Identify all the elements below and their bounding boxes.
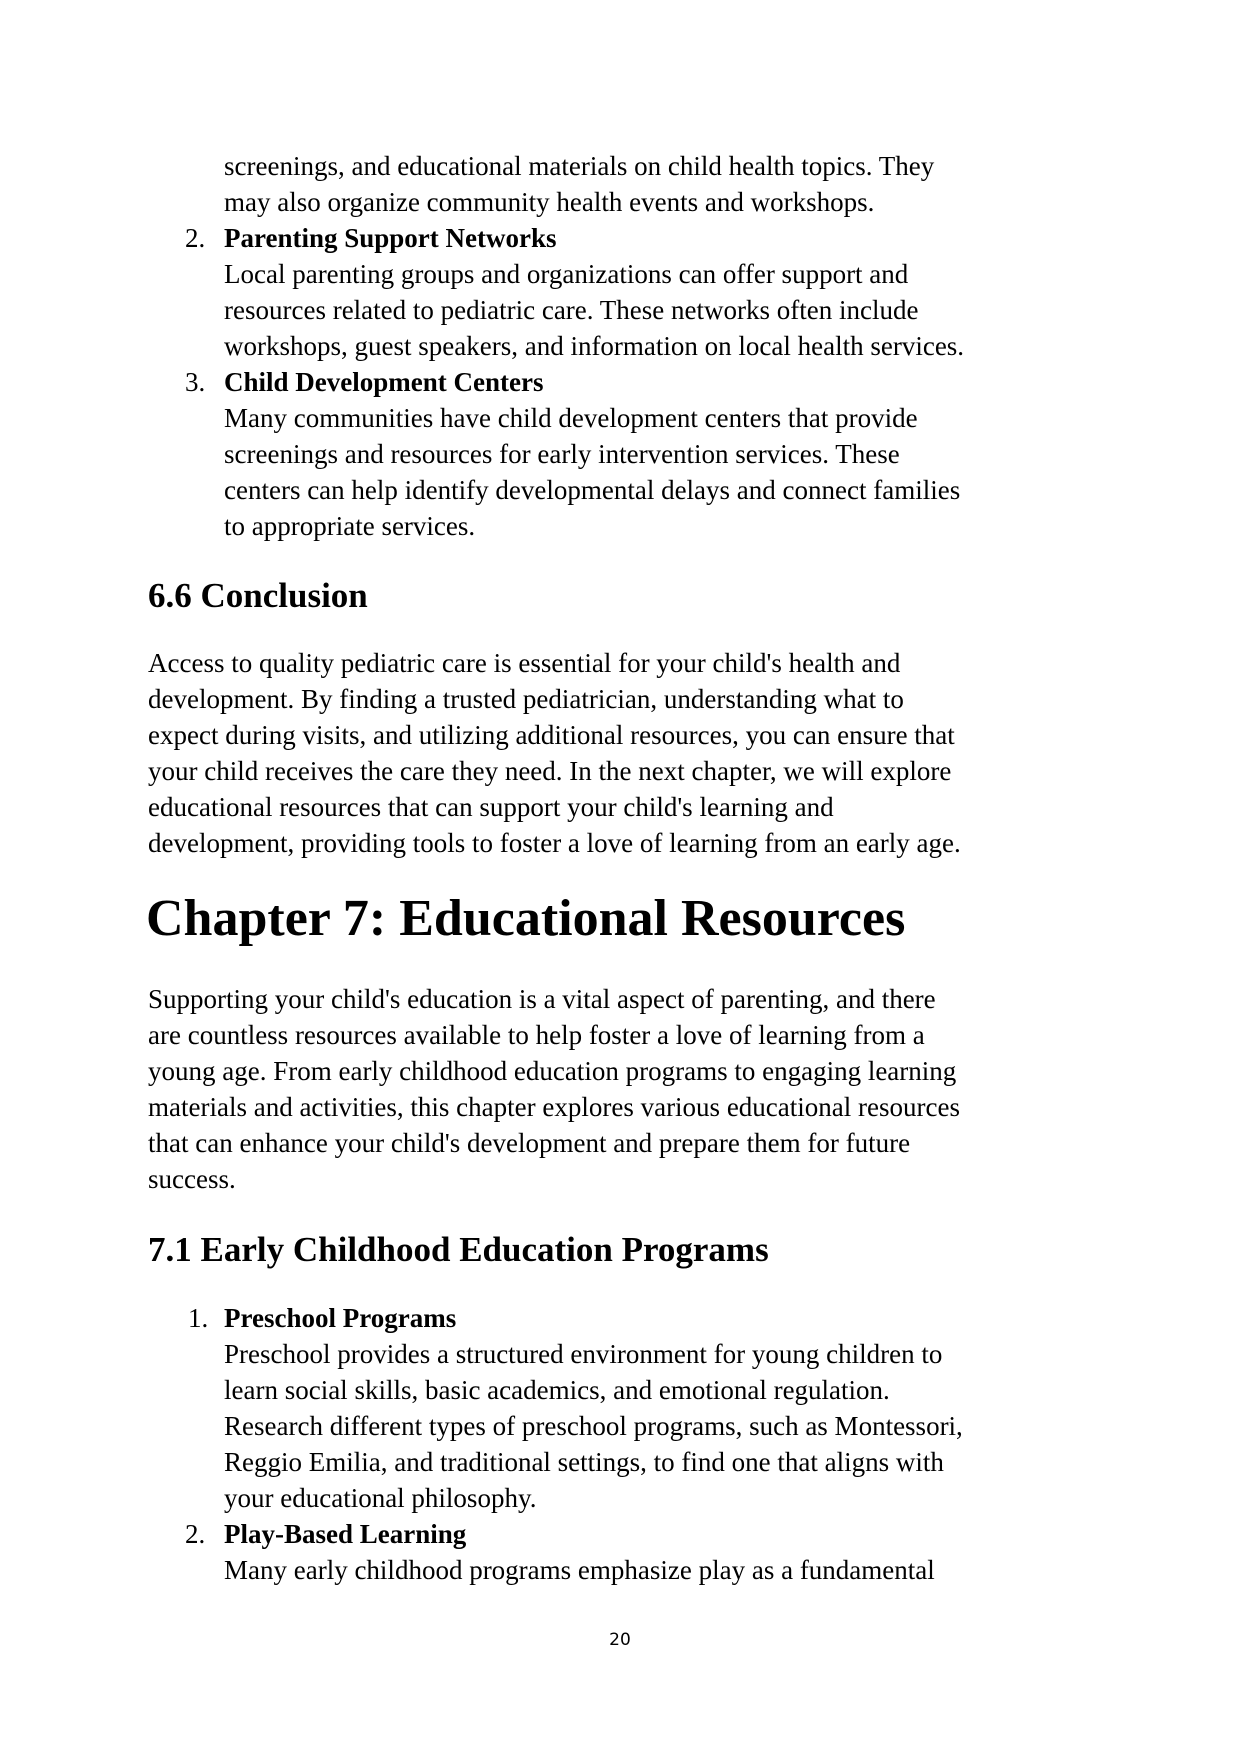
section-heading: 6.6 Conclusion: [148, 576, 368, 615]
list-item-text-line: Research different types of preschool programs, such as Montessori,: [224, 1411, 963, 1441]
list-item-title: Play-Based Learning: [224, 1519, 467, 1549]
paragraph-line: Supporting your child's education is a vital aspect of parenting, and there: [148, 984, 936, 1014]
paragraph-line: Access to quality pediatric care is essential for your child's health and: [148, 648, 901, 678]
list-item-text-line: Local parenting groups and organizations can offer support and: [224, 259, 909, 289]
paragraph-line: development, providing tools to foster a love of learning from an early age.: [148, 828, 961, 858]
paragraph-line: that can enhance your child's development and prepare them for future: [148, 1128, 911, 1158]
paragraph-line: are countless resources available to help foster a love of learning from a: [148, 1020, 925, 1050]
list-item-number: 2.: [185, 1519, 206, 1549]
paragraph-line: your child receives the care they need. In the next chapter, we will explore: [148, 756, 952, 786]
paragraph-line: expect during visits, and utilizing additional resources, you can ensure that: [148, 720, 955, 750]
list-item-text-line: Preschool provides a structured environment for young children to: [224, 1339, 943, 1369]
list-item-text-line: Reggio Emilia, and traditional settings, to find one that aligns with: [224, 1447, 944, 1477]
list-item-1-text-line: may also organize community health events and workshops.: [224, 187, 875, 217]
list-item-text-line: centers can help identify developmental delays and connect families: [224, 475, 961, 505]
list-item-number: 1.: [188, 1303, 209, 1333]
paragraph-line: educational resources that can support your child's learning and: [148, 792, 834, 822]
list-item-text-line: your educational philosophy.: [224, 1483, 537, 1513]
chapter-title: Chapter 7: Educational Resources: [146, 890, 906, 947]
list-item-title: Child Development Centers: [224, 367, 544, 397]
paragraph-line: young age. From early childhood education programs to engaging learning: [148, 1056, 957, 1086]
list-item-title: Parenting Support Networks: [224, 223, 557, 253]
list-item-text-line: learn social skills, basic academics, and emotional regulation.: [224, 1375, 890, 1405]
list-item-text-line: screenings and resources for early intervention services. These: [224, 439, 900, 469]
list-item-number: 2.: [185, 223, 206, 253]
list-item-number: 3.: [185, 367, 206, 397]
page-number: 20: [609, 1630, 631, 1650]
list-item-text-line: Many early childhood programs emphasize play as a fundamental: [224, 1555, 935, 1585]
list-item-text-line: Many communities have child development centers that provide: [224, 403, 918, 433]
section-heading: 7.1 Early Childhood Education Programs: [148, 1230, 769, 1269]
paragraph-line: success.: [148, 1164, 236, 1194]
list-item-text-line: resources related to pediatric care. These networks often include: [224, 295, 919, 325]
paragraph-line: development. By finding a trusted pediatrician, understanding what to: [148, 684, 904, 714]
list-item-text-line: to appropriate services.: [224, 511, 476, 541]
list-item-text-line: workshops, guest speakers, and information on local health services.: [224, 331, 965, 361]
list-item-1-text-line: screenings, and educational materials on child health topics. They: [224, 151, 935, 181]
paragraph-line: materials and activities, this chapter explores various educational resources: [148, 1092, 960, 1122]
list-item-title: Preschool Programs: [224, 1303, 457, 1333]
